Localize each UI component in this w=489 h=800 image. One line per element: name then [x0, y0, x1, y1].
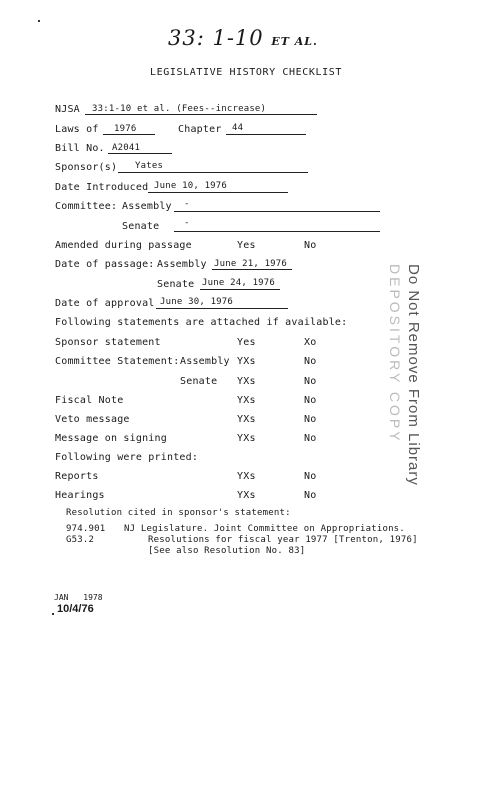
date-approval-label: Date of approval	[55, 298, 155, 309]
chapter-value: 44	[232, 123, 244, 133]
date-approval-value: June 30, 1976	[160, 297, 234, 307]
committee-senate-value: -	[184, 218, 190, 228]
stamp-year: 1978	[83, 593, 103, 602]
resolution-call-number-2: G53.2	[66, 535, 95, 545]
handwritten-suffix: ET AL.	[271, 35, 318, 48]
statement-label: Veto message	[55, 414, 130, 425]
library-stamp-text: Do Not Remove From Library	[405, 264, 422, 486]
printed-label: Reports	[55, 471, 99, 482]
statement-label: Message on signing	[55, 433, 167, 444]
printed-no: No	[304, 490, 317, 501]
statement-sub-label: Senate	[180, 376, 218, 387]
njsa-label: NJSA	[55, 104, 80, 115]
njsa-value: 33:1-10 et al. (Fees--increase)	[92, 104, 267, 114]
scan-speck	[38, 20, 40, 22]
resolution-call-number-1: 974.901	[66, 524, 106, 534]
handwritten-statute: 33: 1-10	[168, 26, 264, 50]
statement-no: No	[304, 414, 317, 425]
committee-senate-label: Senate	[122, 221, 160, 232]
statement-yes: YXs	[237, 433, 256, 444]
committee-senate-line	[174, 219, 380, 232]
depository-stamp-text: DEPOSITORY COPY	[387, 264, 403, 444]
resolution-line-2: Resolutions for fiscal year 1977 [Trenton, 1976]	[148, 535, 418, 545]
bill-value: A2041	[112, 143, 141, 153]
committee-assembly-label: Assembly	[122, 201, 172, 212]
statement-no: No	[304, 356, 317, 367]
statements-heading: Following statements are attached if available:	[55, 317, 348, 328]
statement-label: Fiscal Note	[55, 395, 124, 406]
passage-senate-label: Senate	[157, 279, 195, 290]
date-introduced-value: June 10, 1976	[154, 181, 228, 191]
statement-label: Sponsor statement	[55, 337, 161, 348]
statement-no: No	[304, 395, 317, 406]
resolution-line-3: [See also Resolution No. 83]	[148, 546, 306, 556]
statement-no: No	[304, 433, 317, 444]
scan-speck	[52, 613, 54, 615]
statement-label: Committee Statement:	[55, 356, 180, 367]
passage-assembly-value: June 21, 1976	[214, 259, 288, 269]
passage-assembly-label: Assembly	[157, 259, 207, 270]
resolution-line-1: NJ Legislature. Joint Committee on Appropriations.	[124, 524, 405, 534]
amended-no: No	[304, 240, 317, 251]
laws-label: Laws of	[55, 124, 99, 135]
date-passage-label: Date of passage:	[55, 259, 155, 270]
committee-assembly-line	[174, 199, 380, 212]
statement-yes: YXs	[237, 376, 256, 387]
statement-yes: YXs	[237, 356, 256, 367]
sponsor-label: Sponsor(s)	[55, 162, 118, 173]
statement-no: No	[304, 376, 317, 387]
receipt-stamp	[54, 593, 103, 602]
committee-label: Committee:	[55, 201, 118, 212]
printed-no: No	[304, 471, 317, 482]
sponsor-value: Yates	[135, 161, 164, 171]
handwritten-title	[168, 26, 318, 50]
statement-sub-label: Assembly	[180, 356, 230, 367]
printed-heading: Following were printed:	[55, 452, 199, 463]
chapter-label: Chapter	[178, 124, 222, 135]
resolution-heading: Resolution cited in sponsor's statement:	[66, 508, 291, 518]
statement-no: Xo	[304, 337, 317, 348]
passage-senate-value: June 24, 1976	[202, 278, 276, 288]
amended-label: Amended during passage	[55, 240, 192, 251]
statement-yes: YXs	[237, 395, 256, 406]
handwritten-date: 10/4/76	[57, 603, 94, 615]
statement-yes: Yes	[237, 337, 256, 348]
statement-yes: YXs	[237, 414, 256, 425]
printed-yes: YXs	[237, 490, 256, 501]
date-introduced-label: Date Introduced	[55, 182, 149, 193]
stamp-month: JAN	[54, 593, 69, 602]
committee-assembly-value: -	[184, 199, 190, 209]
printed-yes: YXs	[237, 471, 256, 482]
bill-label: Bill No.	[55, 143, 105, 154]
page-title: LEGISLATIVE HISTORY CHECKLIST	[150, 67, 342, 78]
printed-label: Hearings	[55, 490, 105, 501]
amended-yes: Yes	[237, 240, 256, 251]
laws-value: 1976	[114, 124, 137, 134]
library-stamp	[380, 262, 428, 502]
